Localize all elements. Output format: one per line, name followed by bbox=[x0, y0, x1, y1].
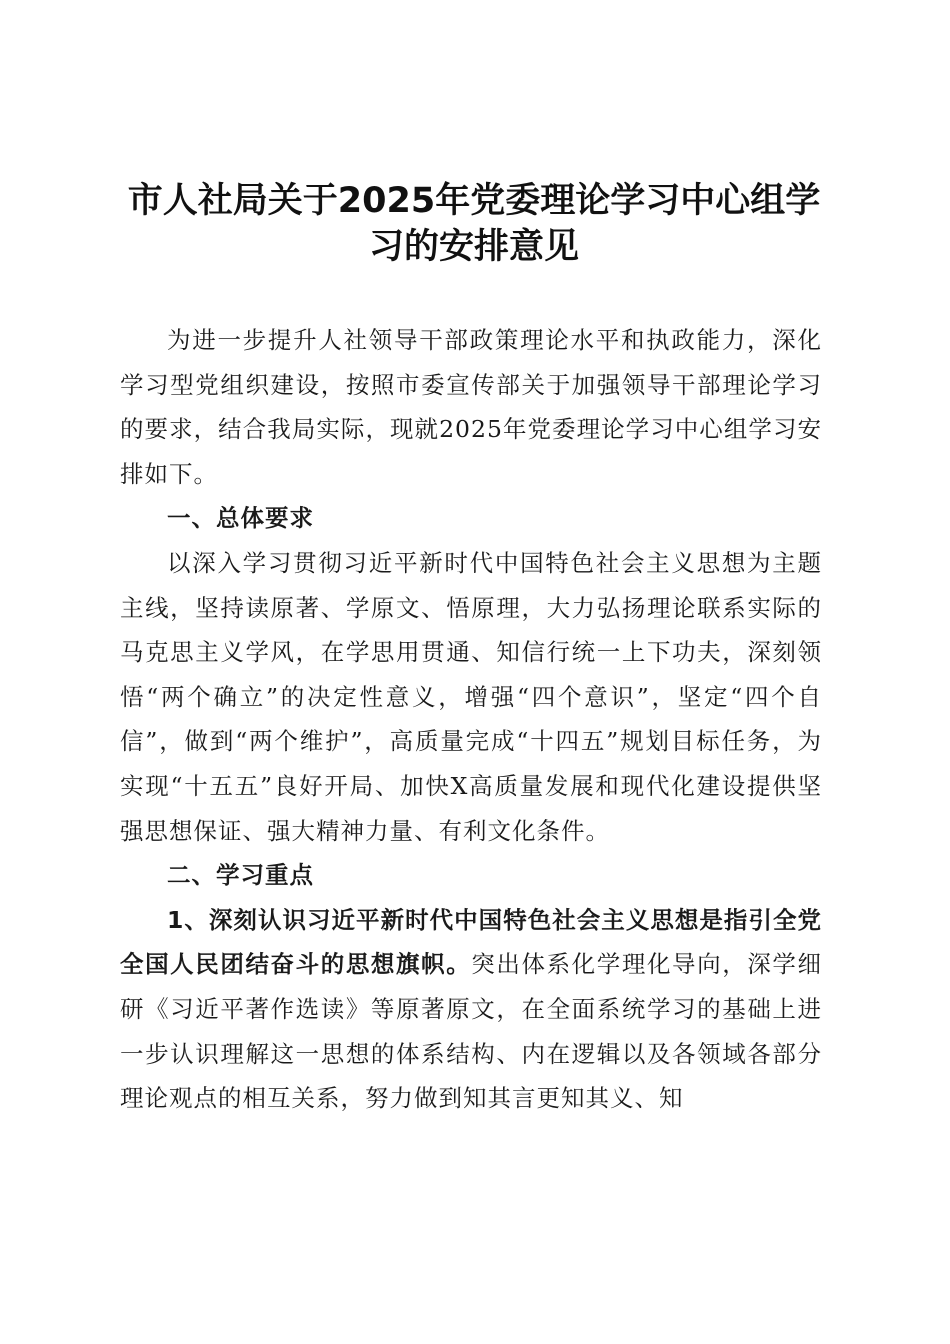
document-title: 市人社局关于2025年党委理论学习中心组学习的安排意见 bbox=[127, 181, 821, 267]
intro-paragraph: 为进一步提升人社领导干部政策理论水平和执政能力，深化学习型党组织建设，按照市委宣传部关于加强领导干部理论学习的要求，结合我局实际，现就2025年党委理论学习中心组学习安排如下。 bbox=[120, 326, 822, 488]
general-requirements-paragraph: 以深入学习贯彻习近平新时代中国特色社会主义思想为主题主线，坚持读原著、学原文、悟原理，大力弘扬理论联系实际的马克思主义学风，在学思用贯通、知信行统一上下功夫，深刻领悟“两个确立”的决定性意义，增强“四个意识”，坚定“四个自信”，做到“两个维护”，高质量完成“十四五”规划目标任务，为实现“十五五”良好开局、加快X高质量发展和现代化建设提供坚强思想保证、强大精神力量、有利文化条件。 bbox=[120, 548, 822, 845]
section-heading-study-focus: 二、学习重点 bbox=[167, 861, 314, 890]
item-1-lead: 1、深刻认识习近平新时代中国特色社会主义思想是指引全党全国人民团结奋斗的思想旗帜。 bbox=[120, 905, 822, 979]
study-focus-item-1 bbox=[120, 898, 822, 1121]
item-1-body: 突出体系化学理化导向，深学细研《习近平著作选读》等原著原文，在全面系统学习的基础上进一步认识理解这一思想的体系结构、内在逻辑以及各领域各部分理论观点的相互关系，努力做到知其言更知其义、知 bbox=[120, 950, 823, 1113]
section-heading-general-requirements: 一、总体要求 bbox=[167, 504, 314, 533]
document-body bbox=[120, 318, 822, 1121]
